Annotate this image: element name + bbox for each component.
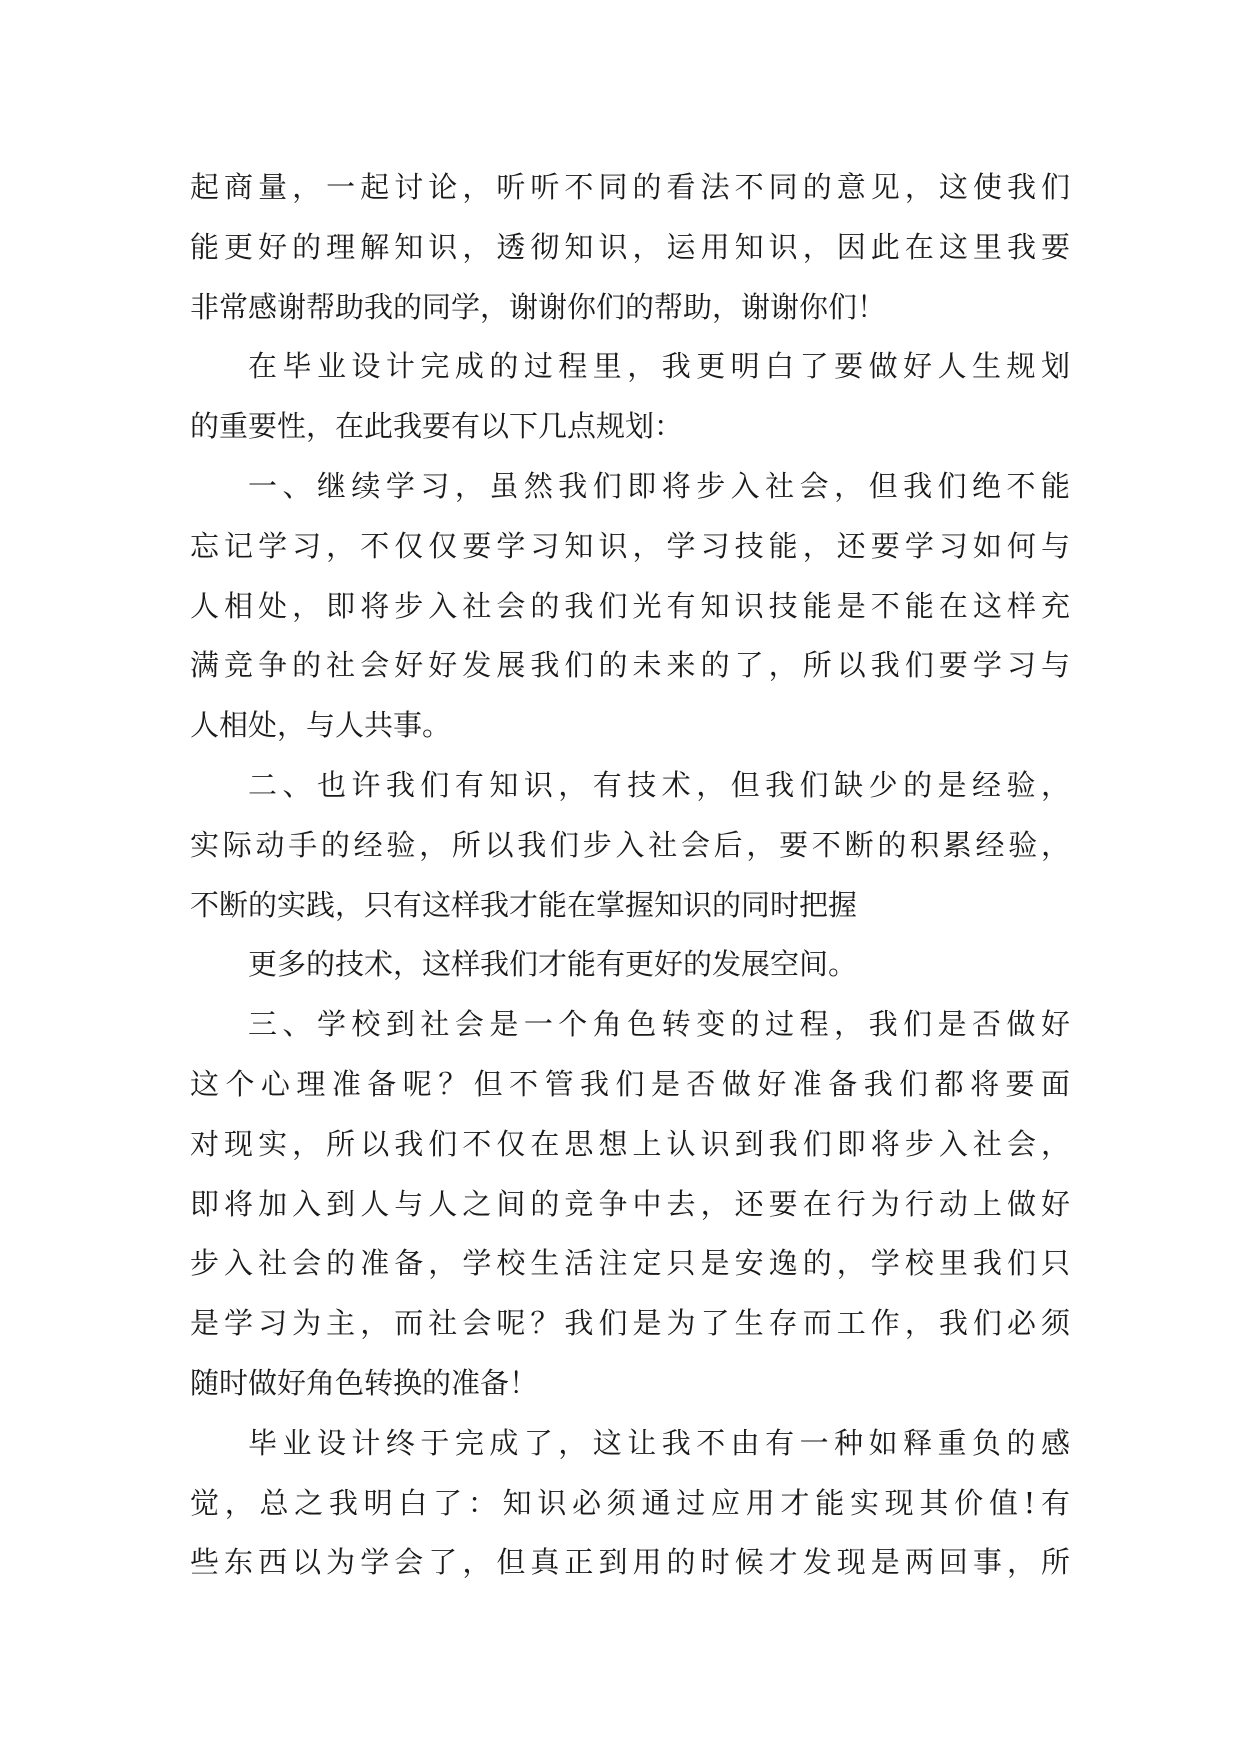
document-body — [190, 158, 1070, 1593]
text-line: 能更好的理解知识，透彻知识，运用知识，因此在这里我要 — [190, 229, 1070, 264]
text-line: 步入社会的准备，学校生活注定只是安逸的，学校里我们只 — [190, 1246, 1070, 1281]
text-line: 毕业设计终于完成了，这让我不由有一种如释重负的感 — [248, 1425, 1070, 1460]
text-line: 即将加入到人与人之间的竞争中去，还要在行为行动上做好 — [190, 1186, 1070, 1221]
text-line: 这个心理准备呢？但不管我们是否做好准备我们都将要面 — [190, 1066, 1070, 1101]
text-line: 在毕业设计完成的过程里，我更明白了要做好人生规划 — [248, 349, 1070, 384]
text-line: 满竞争的社会好好发展我们的未来的了，所以我们要学习与 — [190, 648, 1070, 683]
text-line: 二、也许我们有知识，有技术，但我们缺少的是经验， — [248, 767, 1070, 802]
text-line: 对现实，所以我们不仅在思想上认识到我们即将步入社会， — [190, 1126, 1070, 1161]
text-line: 觉，总之我明白了：知识必须通过应用才能实现其价值!有 — [190, 1485, 1070, 1520]
text-line: 一、继续学习，虽然我们即将步入社会，但我们绝不能 — [248, 468, 1070, 503]
text-line: 非常感谢帮助我的同学，谢谢你们的帮助，谢谢你们！ — [190, 289, 887, 324]
text-line: 更多的技术，这样我们才能有更好的发展空间。 — [248, 947, 858, 982]
text-line: 起商量，一起讨论，听听不同的看法不同的意见，这使我们 — [190, 170, 1070, 204]
text-line: 是学习为主，而社会呢？我们是为了生存而工作，我们必须 — [190, 1306, 1070, 1341]
text-line: 三、学校到社会是一个角色转变的过程，我们是否做好 — [248, 1007, 1070, 1042]
text-line: 随时做好角色转换的准备！ — [190, 1365, 539, 1400]
text-line: 人相处，即将步入社会的我们光有知识技能是不能在这样充 — [190, 588, 1070, 623]
text-line: 的重要性，在此我要有以下几点规划： — [190, 409, 684, 444]
text-line: 不断的实践，只有这样我才能在掌握知识的同时把握 — [190, 887, 858, 922]
text-line: 些东西以为学会了，但真正到用的时候才发现是两回事，所 — [190, 1545, 1070, 1580]
text-line: 实际动手的经验，所以我们步入社会后，要不断的积累经验， — [190, 827, 1070, 862]
text-line: 人相处，与人共事。 — [190, 708, 452, 743]
text-line: 忘记学习，不仅仅要学习知识，学习技能，还要学习如何与 — [190, 528, 1070, 563]
